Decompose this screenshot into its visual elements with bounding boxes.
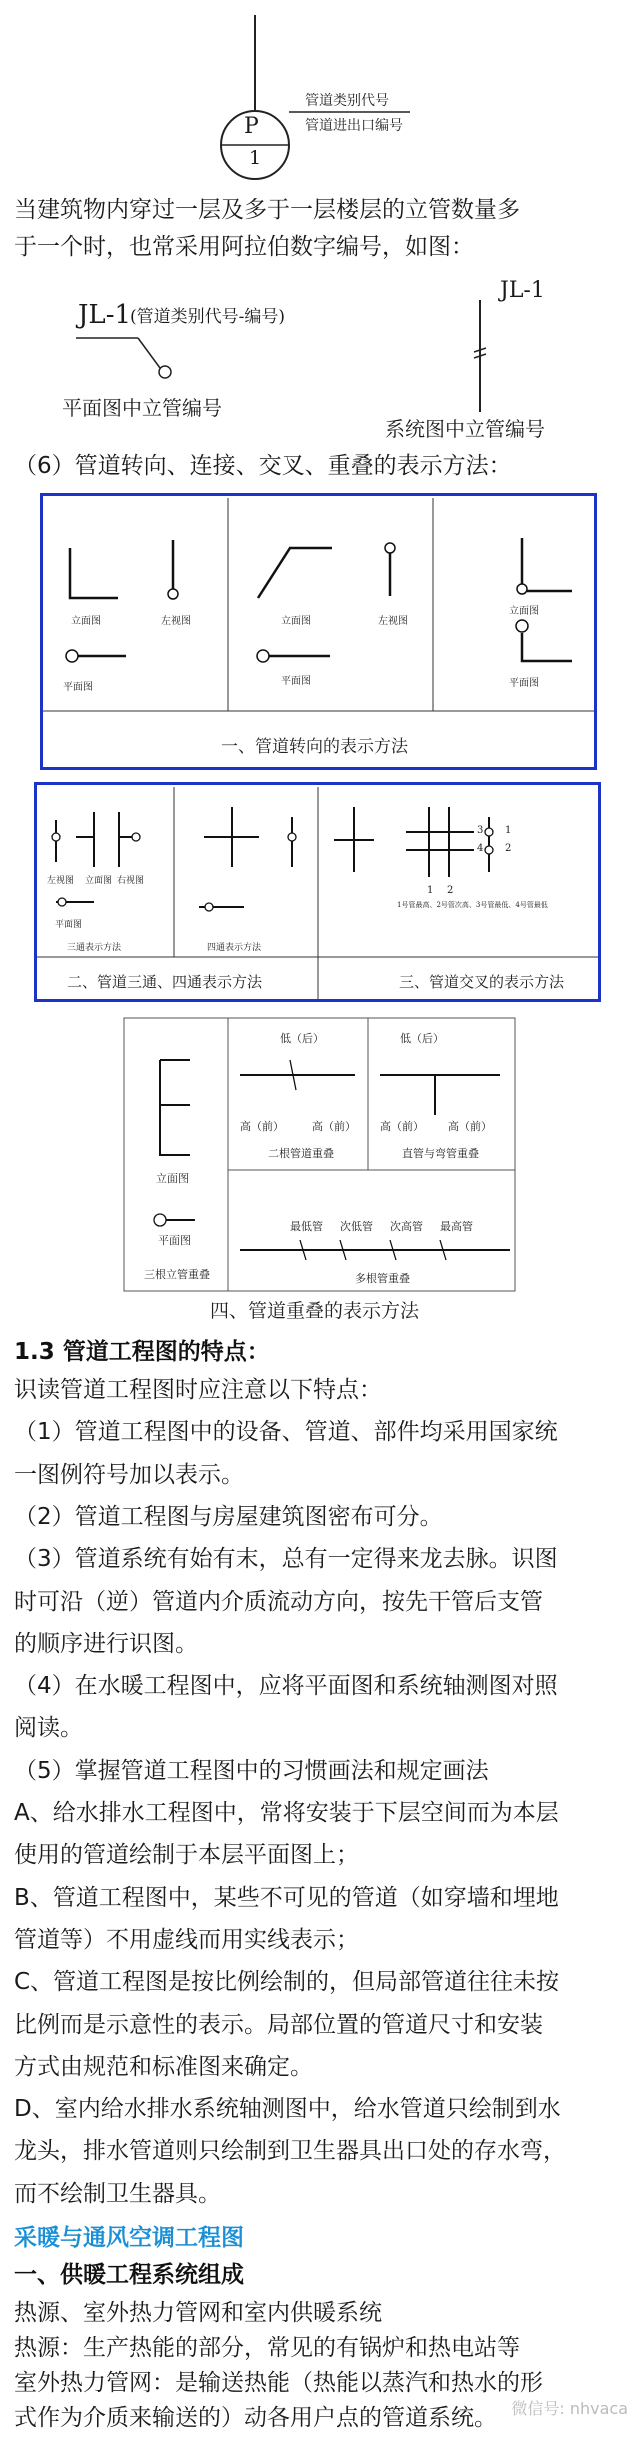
symbol-number: 1 — [249, 147, 262, 169]
overlap-tag: 最低管 — [290, 1220, 323, 1233]
turn-label: 立面图 — [71, 616, 101, 627]
turn-label: 左视图 — [161, 616, 191, 627]
tee-label: 平面图 — [55, 920, 83, 930]
plan-riser-caption: 平面图中立管编号 — [62, 396, 222, 420]
overlap-tag: 次高管 — [390, 1220, 423, 1233]
section-1-3-line: （2）管道工程图与房屋建筑图密布可分。 — [14, 1503, 443, 1530]
section-1-3-line: 而不绘制卫生器具。 — [14, 2180, 221, 2207]
overlap-high-label: 高（前） — [380, 1120, 424, 1133]
section-1-3-line: （3）管道系统有始有末，总有一定得来龙去脉。识图 — [14, 1546, 558, 1573]
turn-label: 左视图 — [378, 616, 408, 627]
section-1-3-line: （1）管道工程图中的设备、管道、部件均采用国家统 — [14, 1419, 558, 1446]
crossing-num: 2 — [447, 885, 454, 896]
section-1-3-line: 的顺序进行识图。 — [14, 1630, 198, 1657]
overlap-caption-three: 三根立管重叠 — [144, 1268, 210, 1281]
turn-label: 平面图 — [281, 676, 311, 687]
section-1-3-line: 识读管道工程图时应注意以下特点： — [14, 1377, 382, 1403]
overlap-high-label: 高（前） — [240, 1120, 284, 1133]
tee-label: 左视图 — [47, 876, 75, 886]
heating-title: 一、供暖工程系统组成 — [14, 2262, 244, 2288]
overlap-low-label: 低（后） — [400, 1032, 444, 1045]
crossing-num: 1 — [505, 825, 512, 836]
section-1-3-line: 时可沿（逆）管道内介质流动方向，按先干管后支管 — [14, 1588, 543, 1615]
heating-line: 室外热力管网：是输送热能（热能以蒸汽和热水的形 — [14, 2370, 543, 2396]
symbol-letter: P — [244, 114, 259, 139]
section-1-3-line: 一图例符号加以表示。 — [14, 1461, 244, 1488]
section-1-3-line: A、给水排水工程图中，常将安装于下层空间而为本层 — [14, 1800, 559, 1826]
overlap-high-label: 高（前） — [312, 1120, 356, 1133]
tee-label: 右视图 — [117, 876, 145, 886]
plan-riser-note: (管道类别代号-编号) — [130, 307, 286, 327]
symbol-label-number: 管道进出口编号 — [305, 118, 403, 134]
system-riser-caption: 系统图中立管编号 — [385, 417, 545, 441]
section-1-3-line: D、室内给水排水系统轴测图中，给水管道只绘制到水 — [14, 2096, 561, 2123]
turn-figure-caption: 一、管道转向的表示方法 — [221, 737, 408, 757]
turn-label: 立面图 — [509, 606, 539, 617]
watermark: 微信号: nhvaca — [511, 2399, 628, 2418]
overlap-caption-multi: 多根管重叠 — [355, 1272, 410, 1285]
tee-figure-caption: 二、管道三通、四通表示方法 — [67, 973, 263, 991]
heating-line: 热源、室外热力管网和室内供暖系统 — [14, 2300, 382, 2326]
overlap-plan-label: 平面图 — [158, 1234, 191, 1247]
heating-line: 热源：生产热能的部分，常见的有锅炉和热电站等 — [14, 2335, 520, 2361]
section-1-3-line: （4）在水暖工程图中，应将平面图和系统轴测图对照 — [14, 1673, 558, 1700]
turn-label: 平面图 — [63, 682, 93, 693]
crossing-num: 4 — [477, 843, 484, 854]
overlap-tag: 次低管 — [340, 1220, 373, 1233]
section-1-3-line: 管道等）不用虚线而用实线表示； — [14, 1926, 359, 1953]
system-riser-code: JL-1 — [500, 278, 545, 303]
section-1-3-line: （5）掌握管道工程图中的习惯画法和规定画法 — [14, 1757, 489, 1784]
section-1-3-line: 阅读。 — [14, 1715, 83, 1742]
turn-label: 立面图 — [281, 616, 311, 627]
section-1-3-line: C、管道工程图是按比例绘制的，但局部管道往往未按 — [14, 1969, 560, 1996]
crossing-figure-caption: 三、管道交叉的表示方法 — [399, 973, 565, 991]
section-1-3-title: 1.3 管道工程图的特点： — [14, 1339, 270, 1365]
crossing-num: 1 — [427, 885, 434, 896]
symbol-label-category: 管道类别代号 — [305, 93, 389, 109]
section-6-title: （6）管道转向、连接、交叉、重叠的表示方法： — [14, 453, 512, 479]
overlap-caption-bend: 直管与弯管重叠 — [402, 1147, 479, 1160]
intro-line-2: 于一个时，也常采用阿拉伯数字编号，如图： — [14, 234, 474, 260]
overlap-elevation-label: 立面图 — [156, 1172, 189, 1185]
section-1-3-line: 比例而是示意性的表示。局部位置的管道尺寸和安装 — [14, 2011, 543, 2038]
cross-method-label: 四通表示方法 — [207, 943, 262, 953]
crossing-note: 1号管最高、2号管次高、3号管最低、4号管最低 — [397, 901, 548, 909]
tee-label: 立面图 — [85, 876, 113, 886]
crossing-num: 3 — [477, 825, 484, 836]
section-1-3-line: B、管道工程图中，某些不可见的管道（如穿墙和埋地 — [14, 1884, 559, 1911]
tee-method-label: 三通表示方法 — [67, 943, 122, 953]
intro-line-1: 当建筑物内穿过一层及多于一层楼层的立管数量多 — [14, 197, 520, 223]
section-1-3-line: 龙头，排水管道则只绘制到卫生器具出口处的存水弯， — [14, 2138, 566, 2165]
turn-label: 平面图 — [509, 678, 539, 689]
plan-riser-code: JL-1 — [78, 300, 132, 330]
section-1-3-line: 使用的管道绘制于本层平面图上； — [14, 1842, 359, 1869]
heating-line: 式作为介质来输送的）动各用户点的管道系统。 — [14, 2405, 497, 2431]
overlap-low-label: 低（后） — [280, 1032, 324, 1045]
crossing-num: 2 — [505, 843, 512, 854]
overlap-tag: 最高管 — [440, 1220, 473, 1233]
overlap-high-label: 高（前） — [448, 1120, 492, 1133]
overlap-figure-caption: 四、管道重叠的表示方法 — [210, 1300, 420, 1322]
hvac-title: 采暖与通风空调工程图 — [14, 2225, 244, 2251]
overlap-caption-two: 二根管道重叠 — [268, 1147, 334, 1160]
section-1-3-line: 方式由规范和标准图来确定。 — [14, 2053, 313, 2080]
